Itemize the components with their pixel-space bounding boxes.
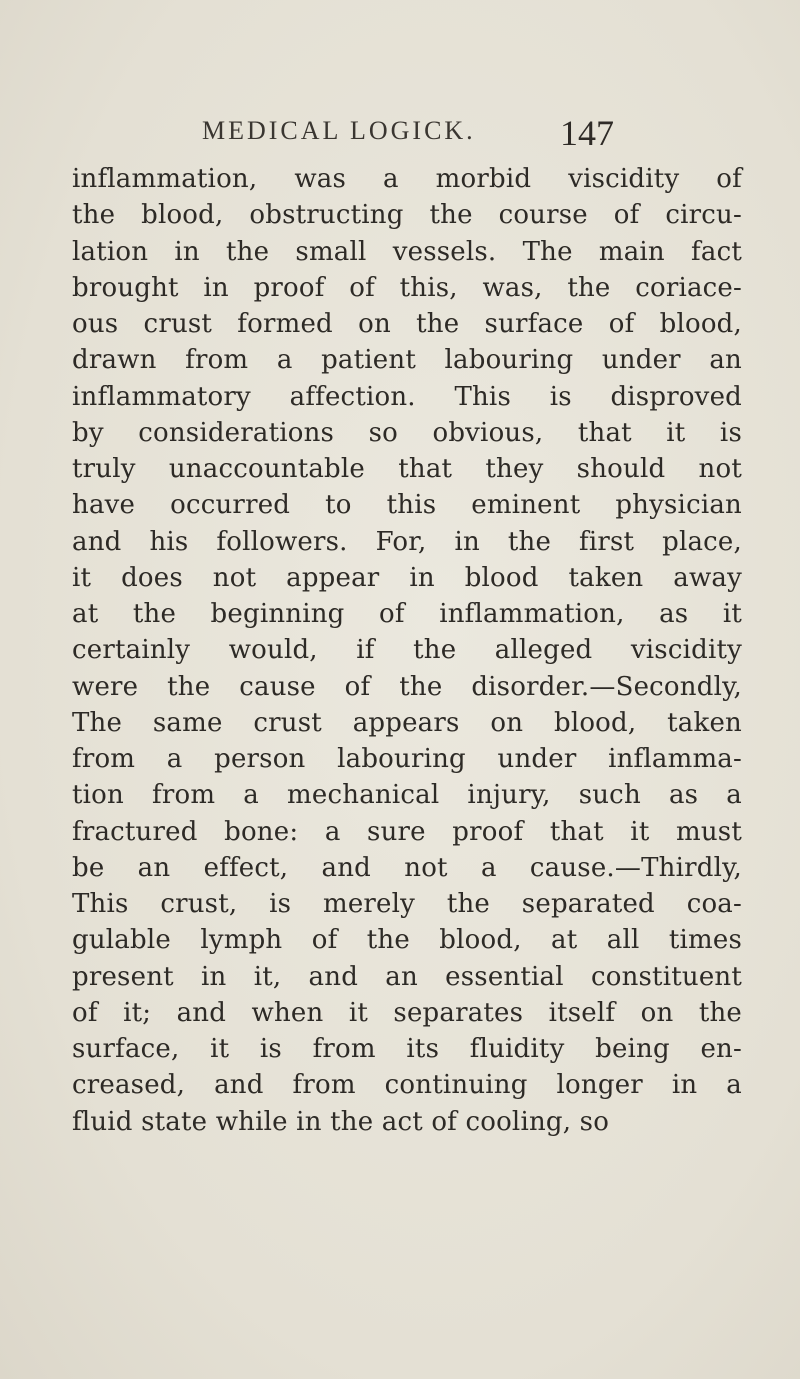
text-line: brought in proof of this, was, the coriace- [72, 272, 742, 303]
text-line: certainly would, if the alleged viscidity [72, 635, 742, 666]
text-line: tion from a mechanical injury, such as a [72, 780, 742, 811]
text-line: present in it, and an essential constituent [72, 961, 742, 992]
text-line: have occurred to this eminent physician [72, 490, 742, 521]
text-line: and his followers. For, in the first place, [72, 526, 742, 557]
text-line: were the cause of the disorder.—Secondly, [72, 671, 742, 702]
text-line: of it; and when it separates itself on the [72, 997, 742, 1028]
text-line: the blood, obstructing the course of circu- [72, 200, 742, 231]
running-title: MEDICAL LOGICK. [202, 116, 476, 145]
text-line: The same crust appears on blood, taken [72, 707, 742, 738]
text-line: inflammatory affection. This is disproved [72, 381, 742, 412]
text-line: This crust, is merely the separated coa- [72, 889, 742, 919]
text-line: be an effect, and not a cause.—Thirdly, [72, 852, 742, 883]
text-line: creased, and from continuing longer in a [72, 1070, 742, 1101]
text-line: truly unaccountable that they should not [72, 454, 742, 484]
text-line: lation in the small vessels. The main fact [72, 236, 742, 267]
text-line: fluid state while in the act of cooling, so [72, 1106, 610, 1137]
text-line: it does not appear in blood taken away [72, 562, 742, 593]
text-line: inflammation, was a morbid viscidity of [72, 164, 742, 194]
text-line: gulable lymph of the blood, at all times [72, 925, 742, 956]
page-number: 147 [560, 113, 614, 153]
running-head [0, 112, 800, 152]
text-line: drawn from a patient labouring under an [72, 345, 742, 376]
text-line: fractured bone: a sure proof that it must [72, 816, 742, 847]
text-line: at the beginning of inflammation, as it [72, 599, 742, 629]
text-line: from a person labouring under inflamma- [72, 744, 742, 774]
text-line: by considerations so obvious, that it is [72, 417, 742, 448]
text-line: surface, it is from its fluidity being en- [72, 1034, 742, 1064]
text-line: ous crust formed on the surface of blood, [72, 309, 742, 339]
body-text [72, 161, 742, 1140]
